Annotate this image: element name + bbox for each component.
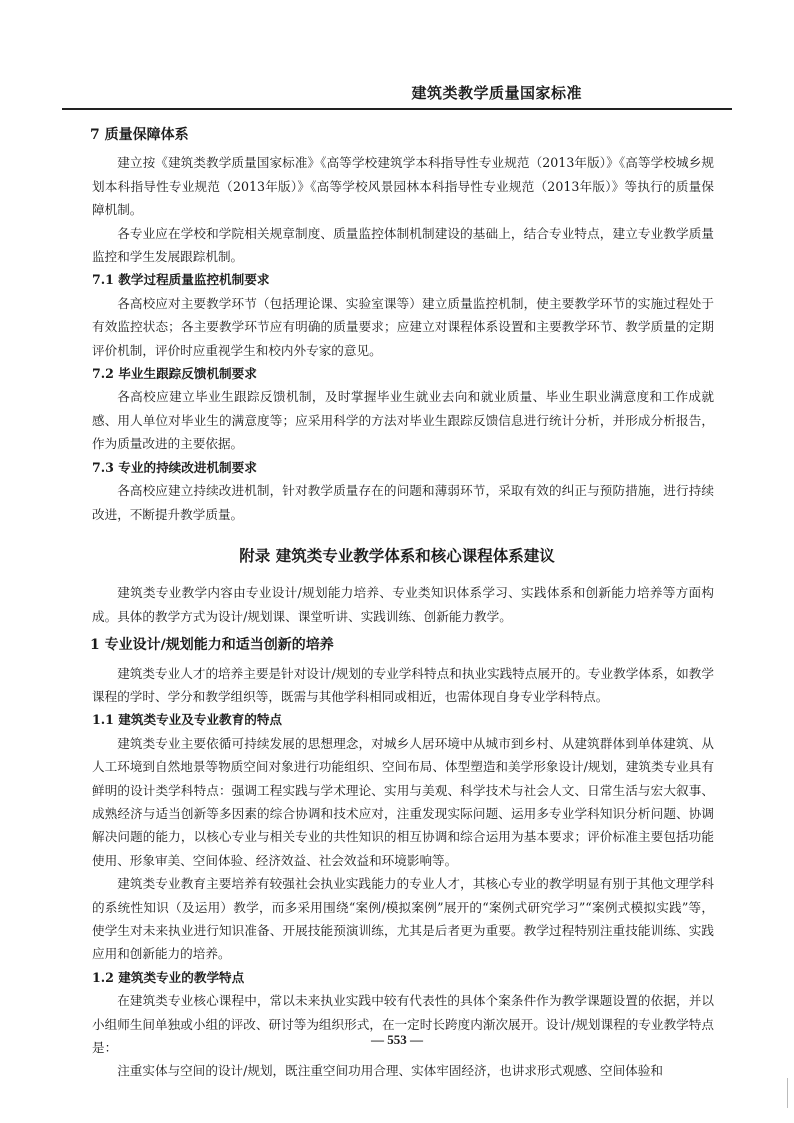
subsection-1-2-paragraph-2: 注重实体与空间的设计/规划，既注重空间功用合理、实体牢固经济，也讲求形式观感、空间体验和 — [117, 1063, 663, 1079]
subsection-7-1-heading: 7.1 教学过程质量监控机制要求 — [92, 272, 270, 288]
section-7-paragraph-2: 各专业应在学校和学院相关规章制度、质量监控体制机制建设的基础上，结合专业特点，建立专业教学质量监控和学生发展跟踪机制。 — [92, 225, 714, 265]
subsection-1-1-heading: 1.1 建筑类专业及专业教育的特点 — [92, 712, 283, 728]
scan-edge-mark — [787, 1078, 788, 1108]
section-7-heading: 7 质量保障体系 — [90, 127, 189, 143]
subsection-1-2-heading: 1.2 建筑类专业的教学特点 — [92, 969, 245, 985]
subsection-7-3-text: 各高校应建立持续改进机制，针对教学质量存在的问题和薄弱环节，采取有效的纠正与预防措施，进行持续改进，不断提升教学质量。 — [92, 483, 714, 522]
appendix-intro: 建筑类专业教学内容由专业设计/规划能力培养、专业类知识体系学习、实践体系和创新能力培养等方面构成。具体的教学方式为设计/规划课、课堂听讲、实践训练、创新能力教学。 — [92, 585, 714, 624]
subsection-7-2-heading: 7.2 毕业生跟踪反馈机制要求 — [92, 366, 257, 382]
page-content — [92, 124, 714, 1083]
subsection-7-1-text: 各高校应对主要教学环节（包括理论课、实验室课等）建立质量监控机制，使主要教学环节的实施过程处于有效监控状态；各主要教学环节应有明确的质量要求；应建立对课程体系设置和主要教学环节、教学质量的定期评价机制，评价时应重视学生和校内外专家的意见。 — [92, 295, 714, 358]
subsection-1-1-paragraph-2: 建筑类专业教育主要培养有较强社会执业实践能力的专业人才，其核心专业的教学明显有别于其他文理学科的系统性知识（及运用）教学，而多采用围绕“案例/模拟案例”展开的“案例式研究学习”“案例式模拟实践”等，使学生对未来执业进行知识准备、开展技能预演训练，尤其是后者更为重要。教学过程特别注重技能训练、实践应用和创新能力的培养。 — [92, 876, 714, 962]
appendix-section-1-heading: 1 专业设计/规划能力和适当创新的培养 — [90, 637, 334, 654]
running-header — [62, 78, 732, 110]
header-title: 建筑类教学质量国家标准 — [411, 84, 582, 102]
subsection-7-3-heading: 7.3 专业的持续改进机制要求 — [92, 459, 257, 475]
subsection-1-1-paragraph-1: 建筑类专业主要依循可持续发展的思想理念，对城乡人居环境中从城市到乡村、从建筑群体到单体建筑、从人工环境到自然地景等物质空间对象进行功能组织、空间布局、体型塑造和美学形象设计/规划，建筑类专业具有鲜明的设计类学科特点：强调工程实践与学术理论、实用与美观、科学技术与社会人文、日常生活与宏大叙事、成熟经济与适当创新等多因素的综合协调和技术应对，注重发现实际问题、运用多专业学科知识分析问题、协调解决问题的能力，以核心专业与相关专业的共性知识的相互协调和综合运用为基本要求；评价标准主要包括功能使用、形象审美、空间体验、经济效益、社会效益和环境影响等。 — [92, 735, 714, 868]
section-7-paragraph-1: 建立按《建筑类教学质量国家标准》《高等学校建筑学本科指导性专业规范（2013年版）》《高等学校城乡规划本科指导性专业规范（2013年版）》《高等学校风景园林本科指导性专业规范（2013年版）》等执行的质量保障机制。 — [92, 155, 714, 218]
appendix-section-1-text: 建筑类专业人才的培养主要是针对设计/规划的专业学科特点和执业实践特点展开的。专业教学体系，如教学课程的学时、学分和教学组织等，既需与其他学科相同或相近，也需体现自身专业学科特点。 — [92, 665, 714, 704]
subsection-1-2-paragraph-1: 在建筑类专业核心课程中，常以未来执业实践中较有代表性的具体个案条件作为教学课题设置的依据，并以小组师生间单独或小组的评改、研讨等为组织形式，在一定时长跨度内渐次展开。设计/规划课程的专业教学特点是： — [92, 993, 714, 1056]
appendix-title: 附录 建筑类专业教学体系和核心课程体系建议 — [239, 545, 555, 565]
subsection-7-2-text: 各高校应建立毕业生跟踪反馈机制，及时掌握毕业生就业去向和就业质量、毕业生职业满意度和工作成就感、用人单位对毕业生的满意度等；应采用科学的方法对毕业生跟踪反馈信息进行统计分析，并形成分析报告，作为质量改进的主要依据。 — [92, 389, 714, 452]
page-number: — 553 — — [371, 1032, 423, 1047]
